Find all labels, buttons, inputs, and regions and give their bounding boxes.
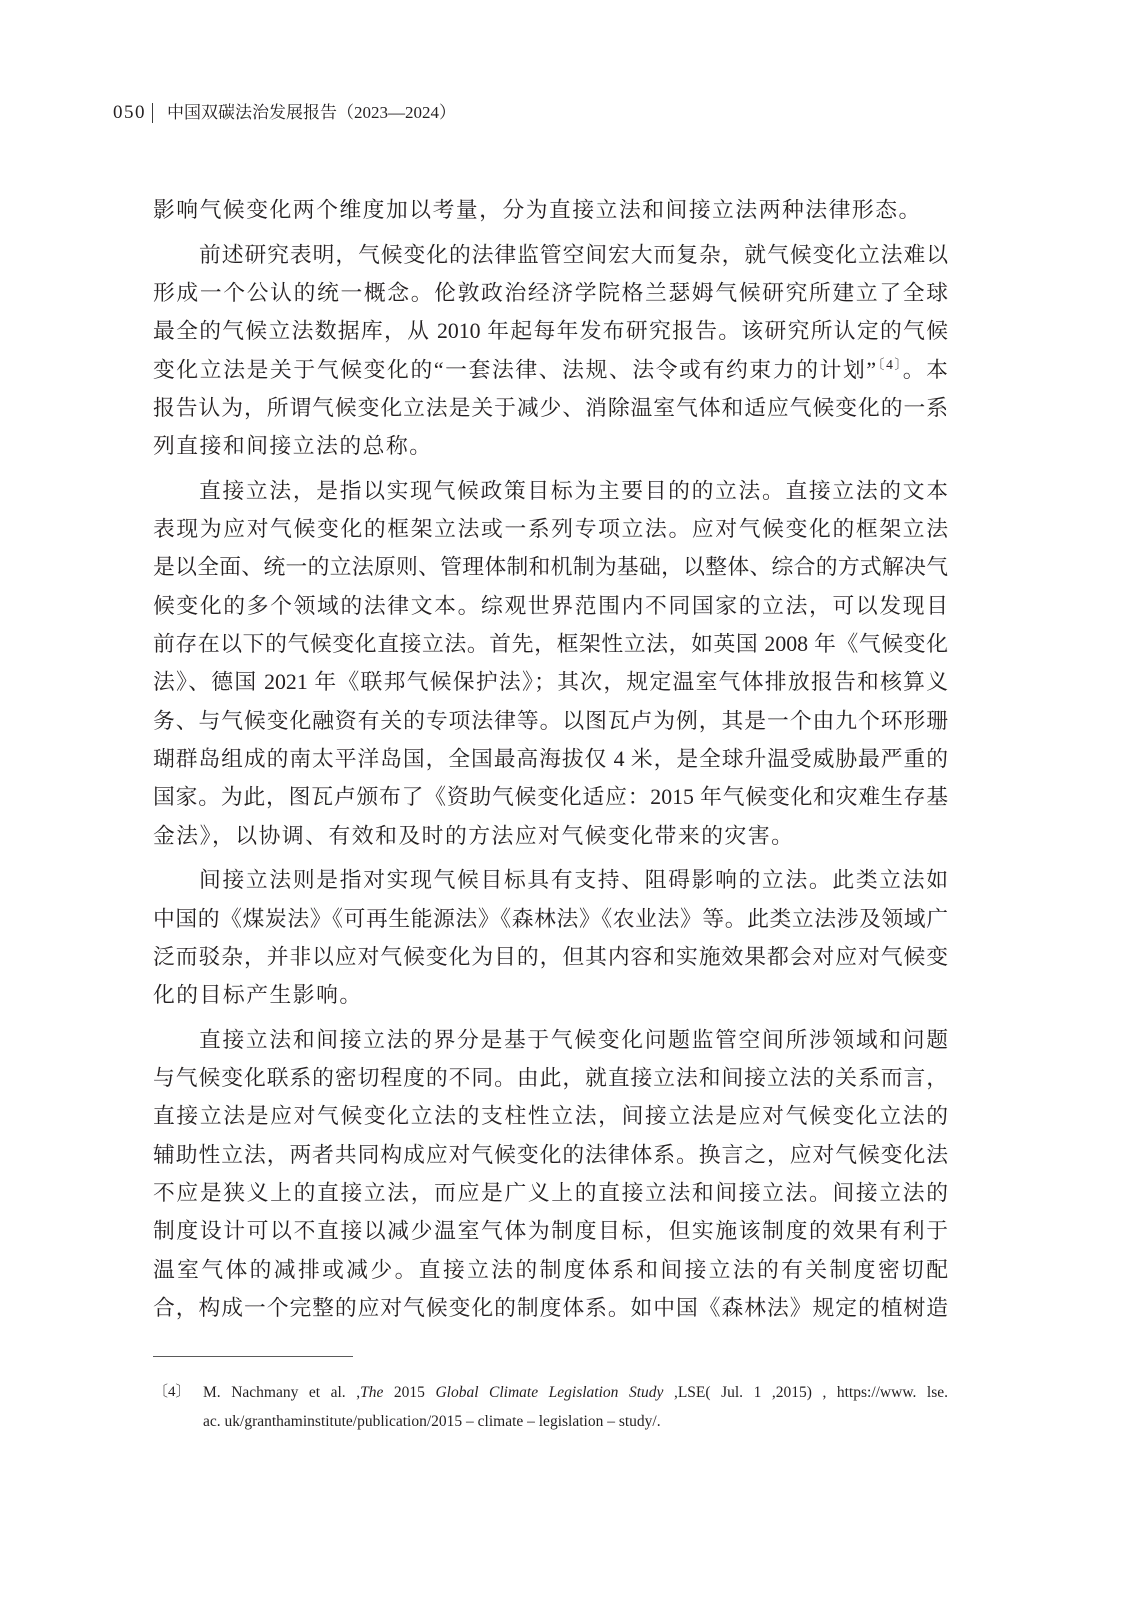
text-line: 辅助性立法，两者共同构成应对气候变化的法律体系。换言之，应对气候变化法: [153, 1142, 948, 1167]
footnote-line: [203, 1407, 948, 1436]
text-line: 最全的气候立法数据库，从 2010 年起每年发布研究报告。该研究所认定的气候: [153, 319, 948, 344]
text-line: 是以全面、统一的立法原则、管理体制和机制为基础，以整体、综合的方式解决气: [153, 555, 948, 580]
text-line: 报告认为，所谓气候变化立法是关于减少、消除温室气体和适应气候变化的一系: [153, 395, 948, 420]
text-line: 候变化的多个领域的法律文本。综观世界范围内不同国家的立法，可以发现目: [153, 593, 948, 618]
footnote-4: [153, 1378, 948, 1436]
footnote-line: [203, 1378, 948, 1407]
text-line: [153, 351, 948, 389]
text-line: 合，构成一个完整的应对气候变化的制度体系。如中国《森林法》规定的植树造: [153, 1295, 948, 1320]
text-line: 泛而驳杂，并非以应对气候变化为目的，但其内容和实施效果都会对应对气候变: [153, 944, 948, 969]
text-line: 直接立法，是指以实现气候政策目标为主要目的的立法。直接立法的文本: [199, 478, 948, 503]
text-line: 直接立法和间接立法的界分是基于气候变化问题监管空间所涉领域和问题: [199, 1027, 948, 1052]
footnote-marker: 〔4〕: [153, 1384, 191, 1400]
text-line: 金法》，以协调、有效和及时的方法应对气候变化带来的灾害。: [153, 823, 795, 848]
paragraph: [153, 861, 948, 1014]
page-number: 050: [113, 102, 146, 123]
footnote-url: ac. uk/granthaminstitute/publication/2015 – climate – legislation – study/.: [203, 1413, 661, 1430]
text-line: 前述研究表明，气候变化的法律监管空间宏大而复杂，就气候变化立法难以: [199, 242, 948, 267]
text-line: 中国的《煤炭法》《可再生能源法》《森林法》《农业法》等。此类立法涉及领域广: [153, 906, 948, 931]
text-line: 前存在以下的气候变化直接立法。首先，框架性立法，如英国 2008 年《气候变化: [153, 632, 948, 657]
text-run: 变化立法是关于气候变化的“一套法律、法规、法令或有约束力的计划”: [153, 357, 877, 382]
paragraph: [153, 1021, 948, 1327]
text-line: 不应是狭义上的直接立法，而应是广义上的直接立法和间接立法。间接立法的: [153, 1180, 948, 1205]
text-line: 务、与气候变化融资有关的专项法律等。以图瓦卢为例，其是一个由九个环形珊: [153, 708, 948, 733]
text-line: 形成一个公认的统一概念。伦敦政治经济学院格兰瑟姆气候研究所建立了全球: [153, 280, 948, 305]
text-line: 瑚群岛组成的南太平洋岛国，全国最高海拔仅 4 米，是全球升温受威胁最严重的: [153, 746, 948, 771]
footnote-author: M. Nachmany et al. ,: [203, 1384, 361, 1401]
footnote-source: ,LSE( Jul. 1 ,2015) , https://www. lse.: [663, 1384, 949, 1401]
running-head-divider: [152, 103, 153, 123]
paragraph: [153, 236, 948, 466]
footnote-title-year: 2015: [383, 1384, 436, 1401]
paragraph: [153, 472, 948, 855]
text-run: 。本: [902, 357, 948, 382]
paragraph-continued: [153, 191, 948, 229]
text-line: 间接立法则是指对实现气候目标具有支持、阻碍影响的立法。此类立法如: [199, 868, 948, 893]
body-text: [153, 191, 948, 1327]
text-line: 表现为应对气候变化的框架立法或一系列专项立法。应对气候变化的框架立法: [153, 517, 948, 542]
text-line: 影响气候变化两个维度加以考量，分为直接立法和间接立法两种法律形态。: [153, 198, 922, 222]
running-head: [113, 101, 456, 125]
text-line: 国家。为此，图瓦卢颁布了《资助气候变化适应：2015 年气候变化和灾难生存基: [153, 785, 948, 810]
footnotes: [153, 1378, 948, 1436]
text-line: 化的目标产生影响。: [153, 983, 363, 1008]
footnote-separator: [153, 1356, 353, 1357]
text-line: 制度设计可以不直接以减少温室气体为制度目标，但实施该制度的效果有利于: [153, 1219, 948, 1244]
text-line: 温室气体的减排或减少。直接立法的制度体系和间接立法的有关制度密切配: [153, 1257, 948, 1282]
footnote-title-main: Global Climate Legislation Study: [435, 1384, 664, 1401]
footnote-title-article: The: [360, 1384, 384, 1401]
text-line: 列直接和间接立法的总称。: [153, 434, 433, 459]
text-line: 法》、德国 2021 年《联邦气候保护法》；其次，规定温室气体排放报告和核算义: [153, 670, 948, 695]
footnote-text: [203, 1378, 948, 1436]
text-line: 与气候变化联系的密切程度的不同。由此，就直接立法和间接立法的关系而言，: [153, 1066, 948, 1091]
footnote-reference: 〔4〕: [876, 357, 903, 373]
text-line: 直接立法是应对气候变化立法的支柱性立法，间接立法是应对气候变化立法的: [153, 1104, 948, 1129]
book-title: 中国双碳法治发展报告（2023—2024）: [167, 103, 456, 122]
